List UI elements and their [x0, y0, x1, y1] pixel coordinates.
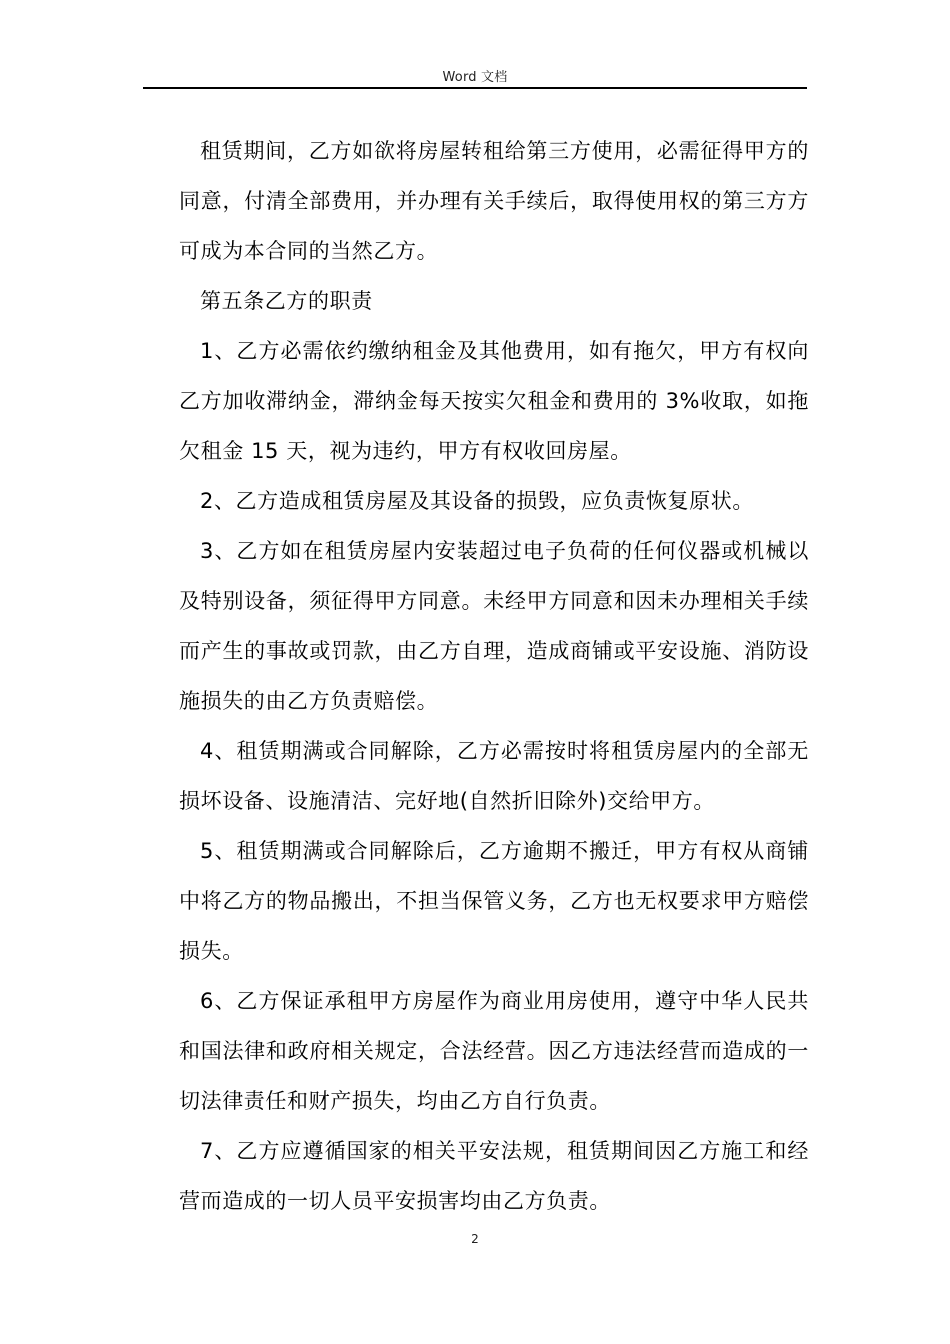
clause-4-return-property: 4、租赁期满或合同解除，乙方必需按时将租赁房屋内的全部无损坏设备、设施清洁、完好地(自然折旧除外)交给甲方。 [179, 739, 809, 813]
clause-7-safety-regulations: 7、乙方应遵循国家的相关平安法规，租赁期间因乙方施工和经营而造成的一切人员平安损害均由乙方负责。 [179, 1139, 809, 1213]
page-number: 2 [471, 1232, 479, 1246]
clause-5-overdue-relocation: 5、租赁期满或合同解除后，乙方逾期不搬迁，甲方有权从商铺中将乙方的物品搬出，不担当保管义务，乙方也无权要求甲方赔偿损失。 [179, 839, 809, 963]
page-header-title: Word 文档 [442, 70, 508, 85]
clause-6-legal-operation: 6、乙方保证承租甲方房屋作为商业用房使用，遵守中华人民共和国法律和政府相关规定，合法经营。因乙方违法经营而造成的一切法律责任和财产损失，均由乙方自行负责。 [179, 989, 809, 1113]
section-heading-article-5: 第五条乙方的职责 [200, 289, 373, 313]
clause-2-damage-restoration: 2、乙方造成租赁房屋及其设备的损毁，应负责恢复原状。 [200, 489, 754, 513]
document-body [179, 126, 809, 1226]
paragraph-sublease: 租赁期间，乙方如欲将房屋转租给第三方使用，必需征得甲方的同意，付清全部费用，并办理有关手续后，取得使用权的第三方方可成为本合同的当然乙方。 [179, 139, 809, 263]
clause-1-rent-payment: 1、乙方必需依约缴纳租金及其他费用，如有拖欠，甲方有权向乙方加收滞纳金，滞纳金每天按实欠租金和费用的 3%收取，如拖欠租金 15 天，视为违约，甲方有权收回房屋。 [179, 339, 809, 463]
header-divider [143, 87, 807, 89]
clause-3-equipment-installation: 3、乙方如在租赁房屋内安装超过电子负荷的任何仪器或机械以及特别设备，须征得甲方同意。未经甲方同意和因未办理相关手续而产生的事故或罚款，由乙方自理，造成商铺或平安设施、消防设施损失的由乙方负责赔偿。 [179, 539, 809, 713]
